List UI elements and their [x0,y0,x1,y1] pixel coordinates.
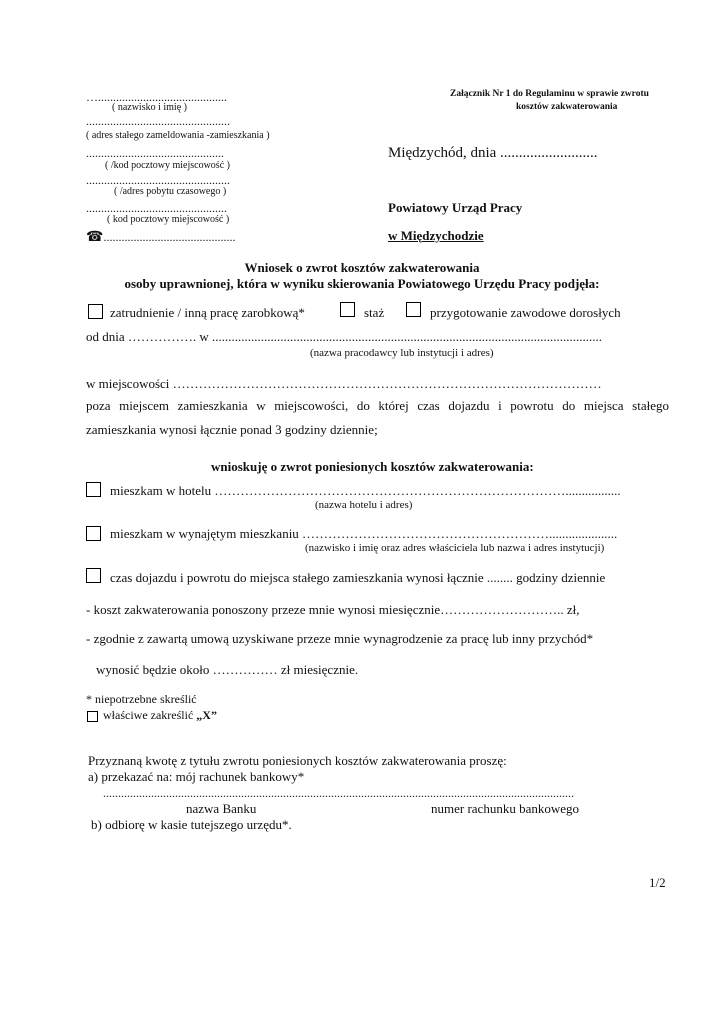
temporary-address-caption: ( /adres pobytu czasowego ) [114,186,227,197]
bank-account-field[interactable]: ............................................................................................................................................................. [103,786,574,800]
office-city: w Międzychodzie [388,228,484,243]
vocational-training-checkbox[interactable] [406,302,421,317]
contract-income-line: - zgodnie z zawartą umową uzyskiwane przeze mnie wynagrodzenie za pracę lub inny przychód* [86,631,594,646]
form-title: Wniosek o zwrot kosztów zakwaterowania [244,260,480,275]
income-amount-field[interactable]: wynosić będzie około …………… zł miesięcznie. [96,662,359,677]
temporary-address-dots[interactable]: ................................................ [86,173,230,187]
footnote-checkbox [87,711,98,722]
permanent-address-caption: ( adres stałego zameldowania -zamieszkania ) [86,130,270,141]
distance-paragraph-line2: zamieszkania wynosi łącznie ponad 3 godziny dziennie; [86,422,378,437]
city-date-field[interactable]: Międzychód, dnia .......................... [388,145,598,161]
strike-footnote: * niepotrzebne skreślić [86,692,197,706]
internship-checkbox[interactable] [340,302,355,317]
temp-postal-code-dots[interactable]: ............................................... [86,201,227,215]
account-number-caption: numer rachunku bankowego [431,801,580,816]
locality-field[interactable]: w miejscowości ……………………………………………………………………………………… [86,376,602,391]
rented-flat-checkbox[interactable] [86,526,101,541]
phone-field[interactable] [86,229,235,246]
hotel-field[interactable]: mieszkam w hotelu ………………………………………………………………………................. [110,483,621,498]
mark-footnote-label: właściwe zakreślić [103,708,194,722]
attachment-note-line2: kosztów zakwaterowania [516,102,618,112]
employment-checkbox[interactable] [88,304,103,319]
internship-label: staż [364,305,385,320]
commute-checkbox[interactable] [86,568,101,583]
phone-icon: ☎ [86,230,104,245]
phone-dots: ............................................ [103,230,236,244]
employment-label: zatrudnienie / inną pracę zarobkową* [110,305,305,320]
rented-flat-field[interactable]: mieszkam w wynajętym mieszkaniu …………………………………………………..................... [110,526,618,541]
monthly-cost-field[interactable]: - koszt zakwaterowania ponoszony przeze mnie wynosi miesięcznie……………………….. zł, [86,602,580,617]
rented-flat-caption: (nazwisko i imię oraz adres właściciela lub nazwa i adres instytucji) [305,542,605,554]
mark-footnote [103,708,217,723]
postal-code-city-dots[interactable]: .............................................. [86,146,224,160]
mark-footnote-x: „X” [196,708,217,722]
page-number: 1/2 [649,875,666,890]
payment-option-b: b) odbiorę w kasie tutejszego urzędu*. [91,817,292,832]
distance-paragraph-line1: poza miejscem zamieszkania w miejscowości, do której czas dojazdu i powrotu do miejsca stałego [86,398,669,413]
applicant-name-caption: ( nazwisko i imię ) [112,102,187,113]
form-subtitle: osoby uprawnionej, która w wyniku skierowania Powiatowego Urzędu Pracy podjęła: [124,276,600,291]
permanent-address-dots[interactable]: ................................................ [86,114,230,128]
temp-postal-code-caption: ( kod pocztowy miejscowość ) [107,214,230,225]
employer-caption: (nazwa pracodawcy lub instytucji i adres) [310,347,494,359]
vocational-training-label: przygotowanie zawodowe dorosłych [430,305,621,320]
from-date-employer-field[interactable]: od dnia ……………. w ........................................................................................................................ [86,329,603,344]
hotel-checkbox[interactable] [86,482,101,497]
payment-option-a: a) przekazać na: mój rachunek bankowy* [88,769,305,784]
bank-name-caption: nazwa Banku [186,801,257,816]
hotel-caption: (nazwa hotelu i adres) [315,499,413,511]
applicant-name-dots[interactable]: …........................................... [86,90,227,104]
attachment-note-line1: Załącznik Nr 1 do Regulaminu w sprawie zwrotu [450,89,649,99]
postal-code-city-caption: ( /kod pocztowy miejscowość ) [105,160,230,171]
request-heading: wnioskuję o zwrot poniesionych kosztów zakwaterowania: [211,459,534,474]
office-name: Powiatowy Urząd Pracy [388,200,523,215]
commute-time-field[interactable]: czas dojazdu i powrotu do miejsca stałego zamieszkania wynosi łącznie ........ godziny dziennie [110,570,606,585]
payment-intro: Przyznaną kwotę z tytułu zwrotu poniesionych kosztów zakwaterowania proszę: [88,753,507,768]
